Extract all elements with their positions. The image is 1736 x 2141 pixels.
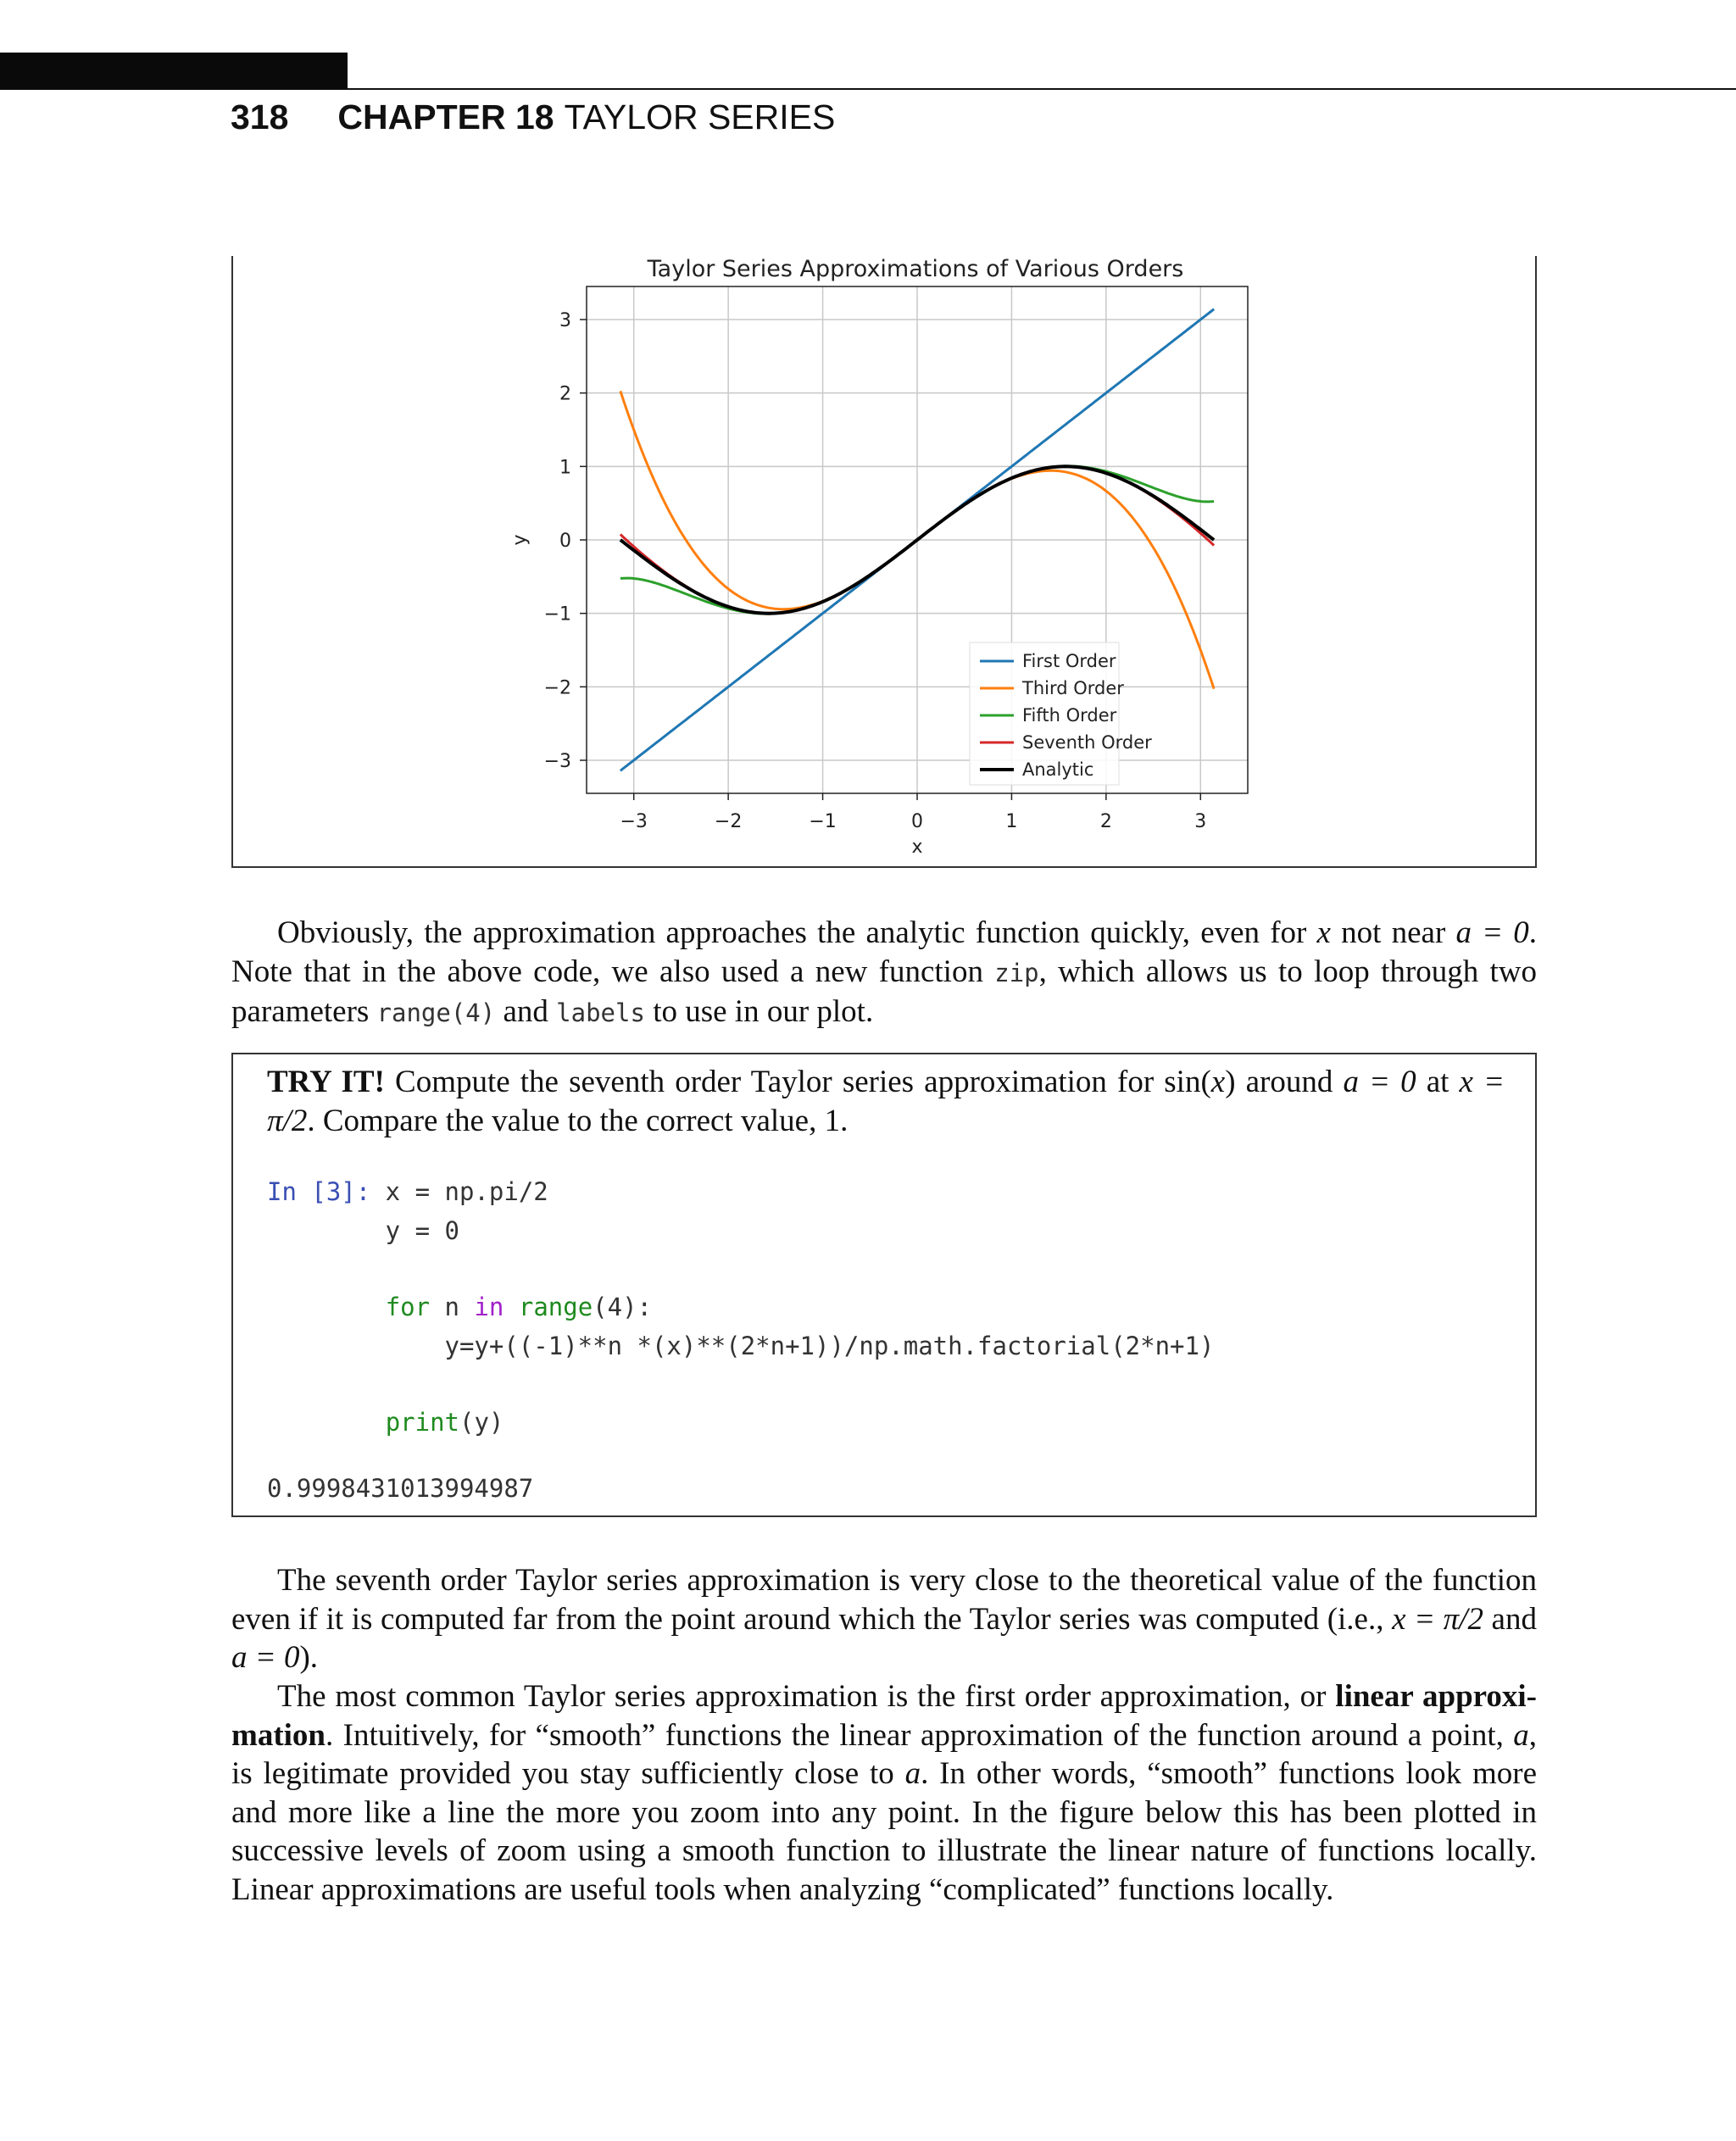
x-tick-label: 3 (1194, 811, 1207, 832)
x-tick-label: 0 (911, 811, 923, 832)
legend-label: Third Order (1022, 678, 1124, 698)
try-it-text: TRY IT! Compute the seventh order Taylor series approximation for sin(x) around a = 0 at x = π/2. Compare the value to the correct value, 1. (267, 1065, 1505, 1138)
code-line-5: print(y) (385, 1408, 504, 1437)
legend-label: Seventh Order (1022, 732, 1152, 753)
y-tick-label: −3 (543, 751, 571, 772)
x-tick-label: −1 (809, 811, 837, 832)
bold-term: linear approxi-mation (231, 1679, 1537, 1753)
header-rule (348, 88, 1736, 90)
y-tick-label: −1 (543, 603, 571, 626)
y-tick-label: −2 (543, 677, 571, 699)
try-it-box (231, 1053, 1537, 1517)
chapter-title: TAYLOR SERIES (564, 97, 836, 136)
legend-label: First Order (1022, 651, 1116, 671)
code-line-3: for n in range(4): (385, 1293, 653, 1321)
x-tick-label: 1 (1005, 811, 1018, 832)
inline-code-range: range(4) (376, 998, 496, 1027)
header-bar (0, 53, 348, 90)
x-tick-label: 2 (1099, 811, 1112, 832)
paragraph-2: The seventh order Taylor series approximation is very close to the theoretical value of the function even if it is computed far from the point around which the Taylor series was computed (i.e., x = π/2 and a = 0). (231, 1563, 1537, 1675)
inline-code-zip: zip (994, 958, 1039, 987)
code-line-1: In [3]: x = np.pi/2 (267, 1177, 548, 1206)
y-tick-label: 1 (559, 457, 571, 479)
page-number: 318 (231, 97, 289, 136)
taylor-chart (475, 246, 1271, 865)
inline-code-labels: labels (556, 998, 645, 1027)
x-tick-label: −3 (620, 811, 648, 832)
chart-title: Taylor Series Approximations of Various Orders (647, 256, 1184, 282)
running-header (231, 95, 835, 139)
y-axis-label: y (509, 534, 531, 546)
paragraph-1: Obviously, the approximation approaches the analytic function quickly, even for x not near a = 0. Note that in the above code, we also used a new function zip, which allows us to loop through two parameters range(4) and labels to use in our plot. (231, 915, 1537, 1029)
y-tick-label: 0 (559, 531, 571, 552)
code-output: 0.9998431013994987 (267, 1474, 534, 1503)
y-tick-label: 3 (559, 310, 571, 331)
x-tick-label: −2 (714, 811, 743, 832)
try-it-label: TRY IT! (267, 1065, 385, 1099)
chart-legend (970, 642, 1152, 785)
legend-label: Analytic (1022, 759, 1094, 780)
code-prompt: In [3]: (267, 1177, 371, 1206)
x-axis-label: x (911, 837, 923, 858)
code-line-2: y = 0 (267, 1216, 459, 1245)
chapter-label: CHAPTER 18 (337, 97, 554, 136)
y-tick-label: 2 (559, 383, 571, 405)
legend-label: Fifth Order (1022, 705, 1117, 726)
code-line-4: y=y+((-1)**n *(x)**(2*n+1))/np.math.factorial(2*n+1) (267, 1332, 1215, 1360)
paragraph-3: The most common Taylor series approximation is the first order approximation, or linear approxi-mation. Intuitively, for “smooth” functions the linear approximation of the function around a point, a, is legitimate provided you stay sufficiently close to a. In other words, “smooth” functions look more and more like a line the more you zoom into any point. In the figure below this has been plotted in successive levels of zoom using a smooth function to illustrate the linear nature of functions locally. Linear approximations are useful tools when analyzing “complicated” functions locally. (231, 1679, 1538, 1907)
